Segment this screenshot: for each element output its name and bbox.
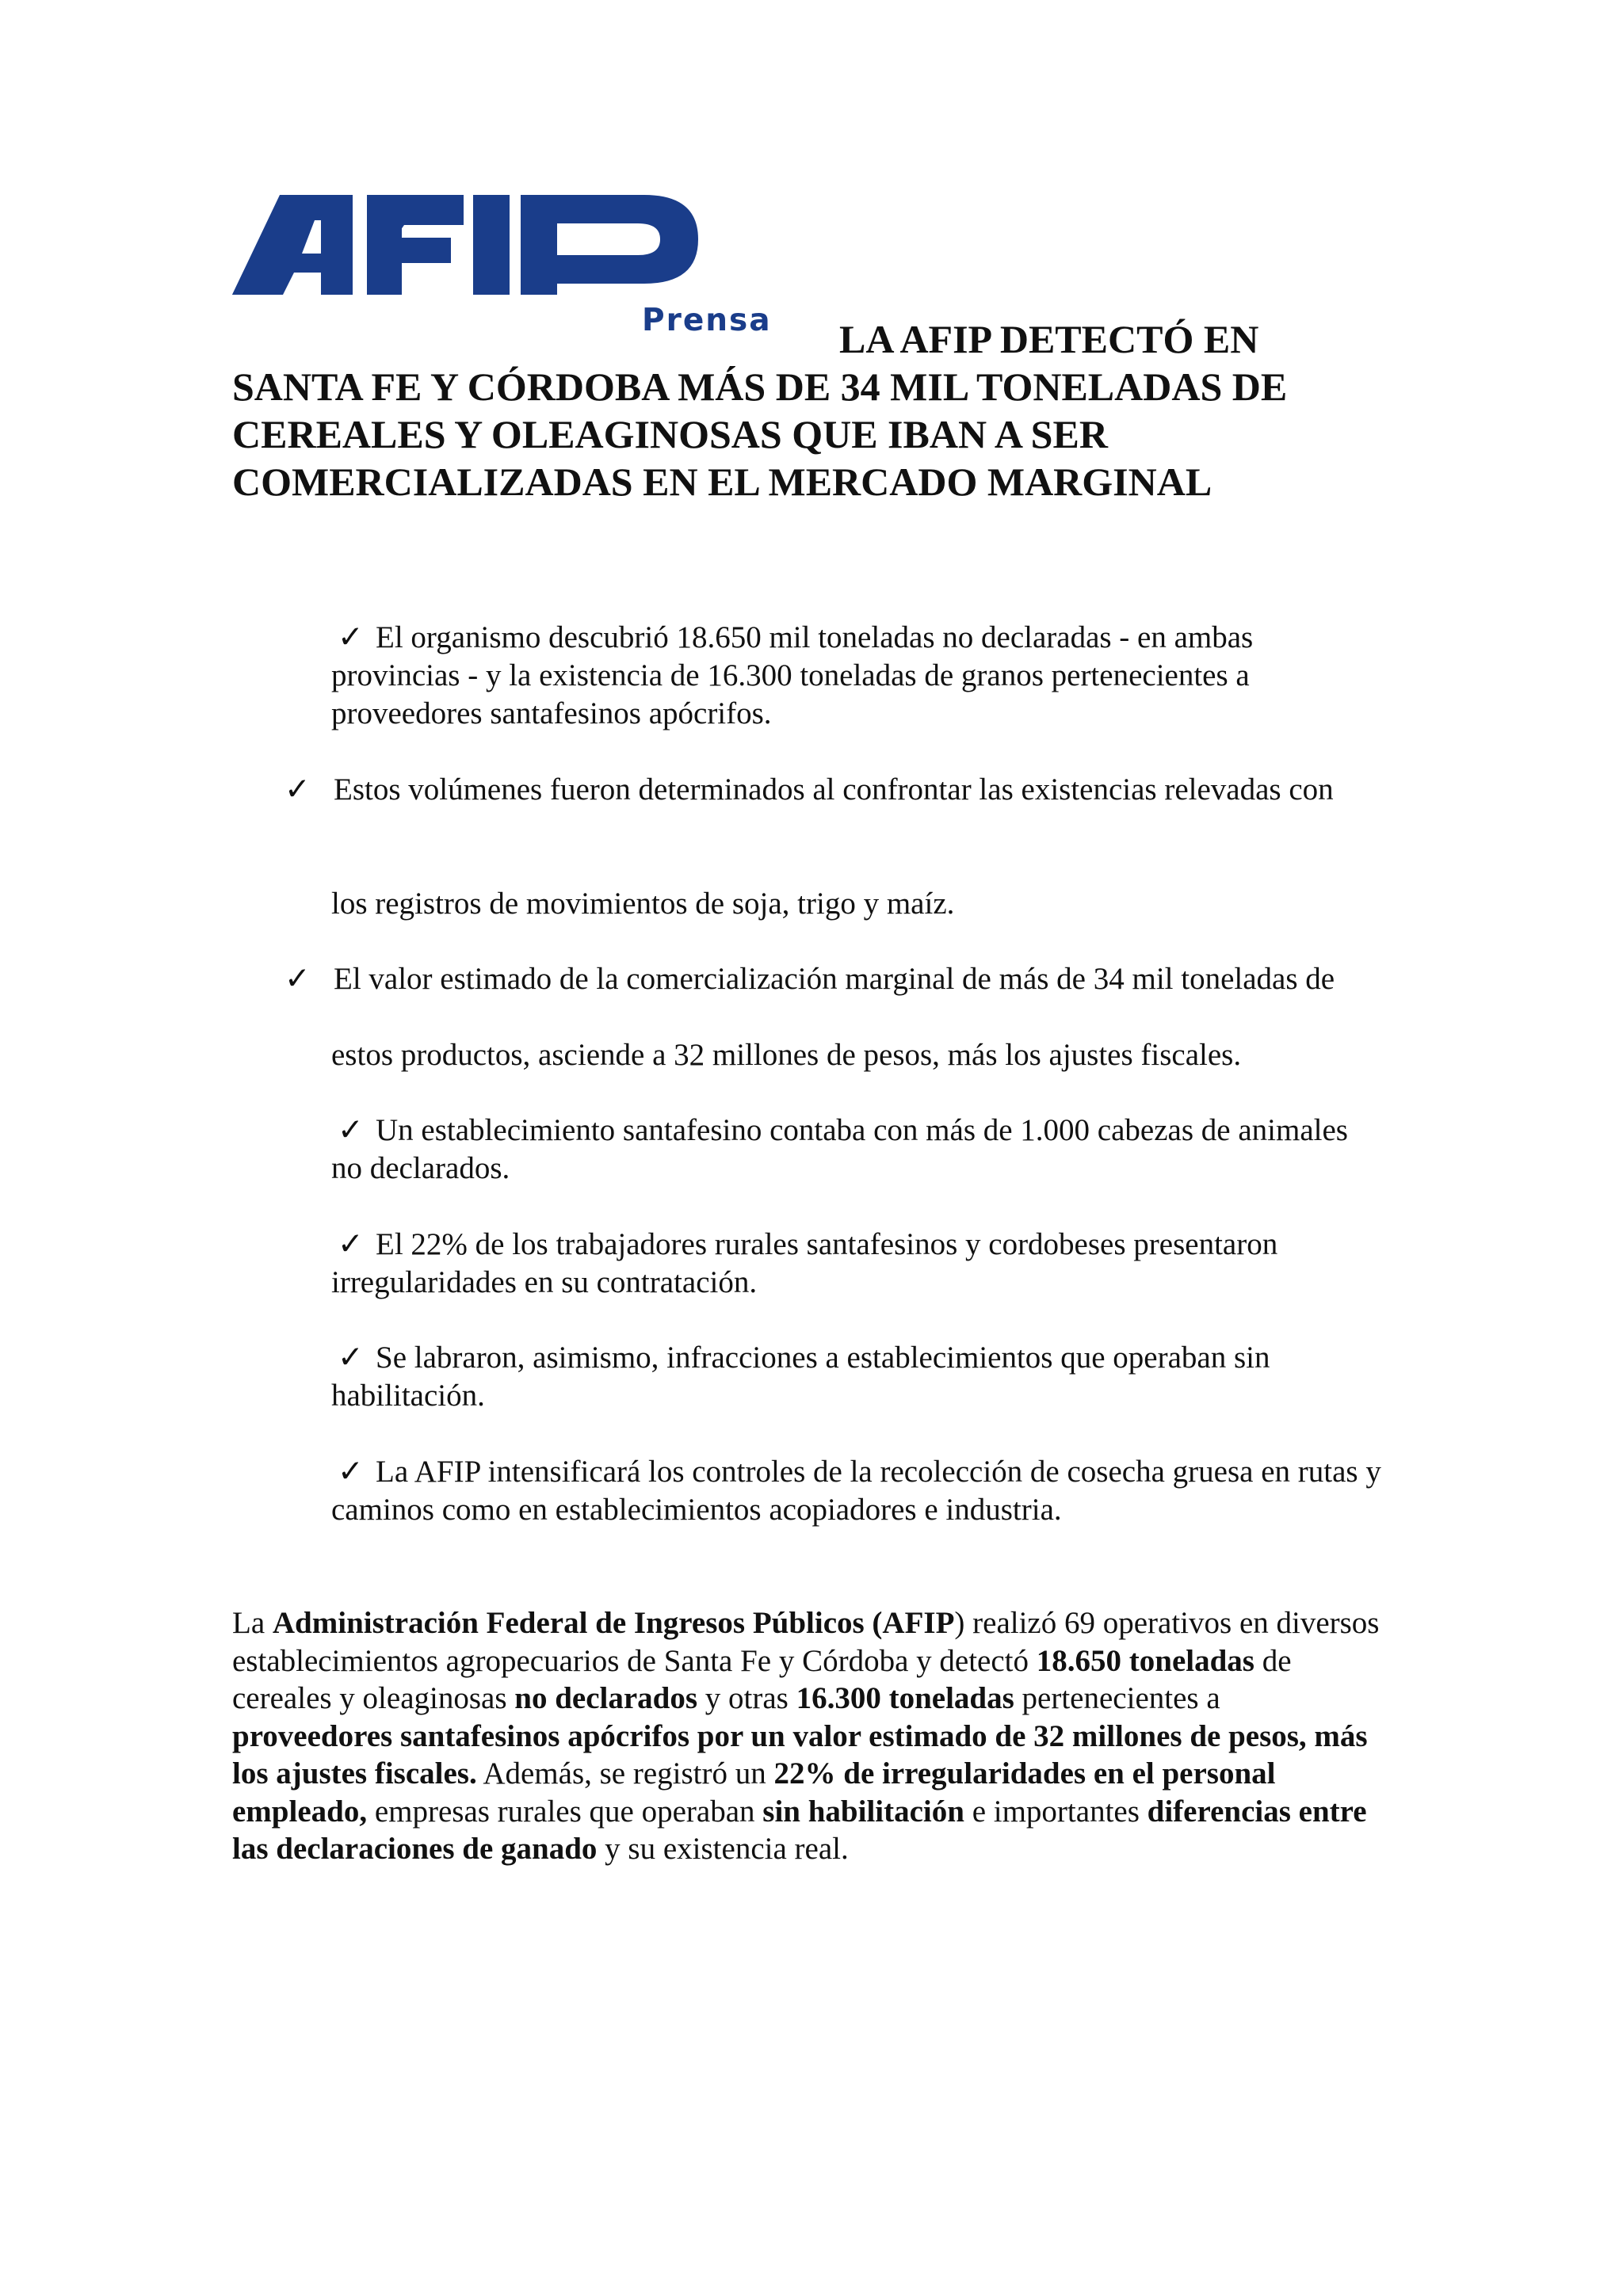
checkmark-icon: ✓ xyxy=(338,620,364,654)
bullet-continuation: los registros de movimientos de soja, trigo y maíz. xyxy=(331,887,955,921)
checkmark-icon: ✓ xyxy=(338,1227,364,1261)
summary-bold: Administración Federal de Ingresos Públicos (AFIP xyxy=(272,1606,955,1640)
checkmark-icon: ✓ xyxy=(285,772,311,807)
summary-text: Además, se registró un xyxy=(476,1756,774,1791)
checkmark-icon: ✓ xyxy=(338,1455,364,1489)
bullet-item xyxy=(281,771,1351,809)
bullet-item xyxy=(331,1339,1385,1415)
bullet-continuation: estos productos, asciende a 32 millones de pesos, más los ajustes fiscales. xyxy=(331,1038,1242,1072)
bullet-text: El 22% de los trabajadores rurales santafesinos y cordobeses presentaron irregularidades en su contratación. xyxy=(331,1227,1278,1299)
bullet-item xyxy=(331,619,1385,733)
bullet-item xyxy=(331,1453,1385,1529)
checkmark-icon: ✓ xyxy=(285,962,311,996)
summary-bold: no declarados xyxy=(514,1681,698,1715)
summary-bold: 22% de irregularidades en el personal empleado, xyxy=(232,1756,1276,1829)
bullet-text: El valor estimado de la comercialización marginal de más de 34 mil toneladas de xyxy=(334,962,1335,996)
bullet-item xyxy=(331,1112,1361,1188)
summary-bold: diferencias entre las declaraciones de ganado xyxy=(232,1794,1367,1866)
bullet-text: La AFIP intensificará los controles de la recolección de cosecha gruesa en rutas y caminos como en establecimientos acopiadores e industria. xyxy=(331,1455,1381,1527)
summary-text: empresas rurales que operaban xyxy=(367,1794,763,1829)
summary-bold: 18.650 toneladas xyxy=(1036,1643,1254,1678)
afip-logo-graphic xyxy=(232,190,708,301)
summary-bold: sin habilitación xyxy=(762,1794,964,1829)
summary-text: ) realizó 69 operativos en diversos establecimientos agropecuarios de Santa Fe y Córdoba y detectó xyxy=(232,1606,1380,1678)
headline-rest: SANTA FE Y CÓRDOBA MÁS DE 34 MIL TONELADAS DE CEREALES Y OLEAGINOSAS QUE IBAN A SER COMERCIALIZADAS EN EL MERCADO MARGINAL xyxy=(232,364,1288,504)
bullet-text: Estos volúmenes fueron determinados al confrontar las existencias relevadas con xyxy=(334,772,1334,807)
checkmark-icon: ✓ xyxy=(338,1341,364,1375)
summary-paragraph xyxy=(232,1604,1381,1868)
summary-text: pertenecientes a xyxy=(1014,1681,1220,1715)
bullet-text: El organismo descubrió 18.650 mil toneladas no declaradas - en ambas provincias - y la existencia de 16.300 toneladas de granos pertenecientes a proveedores santafesinos apócrifos. xyxy=(331,620,1254,730)
summary-text: de cereales y oleaginosas xyxy=(232,1643,1292,1715)
prensa-label: Prensa xyxy=(642,303,772,338)
summary-bold: proveedores santafesinos apócrifos por un valor estimado de 32 millones de pesos, más los ajustes fiscales. xyxy=(232,1718,1368,1791)
headline-line-1: LA AFIP DETECTÓ EN xyxy=(839,317,1259,361)
summary-text: y su existencia real. xyxy=(597,1832,849,1866)
summary-text: e importantes xyxy=(964,1794,1148,1829)
summary-text: y otras xyxy=(697,1681,796,1715)
summary-text: La xyxy=(232,1606,273,1640)
bullet-item xyxy=(331,1226,1385,1302)
bullet-text: Se labraron, asimismo, infracciones a establecimientos que operaban sin habilitación. xyxy=(331,1341,1270,1413)
headline xyxy=(232,315,1437,505)
summary-bold: 16.300 toneladas xyxy=(796,1681,1014,1715)
bullet-text: Un establecimiento santafesino contaba con más de 1.000 cabezas de animales no declarados. xyxy=(331,1113,1348,1185)
bullet-item xyxy=(281,960,1430,998)
checkmark-icon: ✓ xyxy=(338,1113,364,1147)
